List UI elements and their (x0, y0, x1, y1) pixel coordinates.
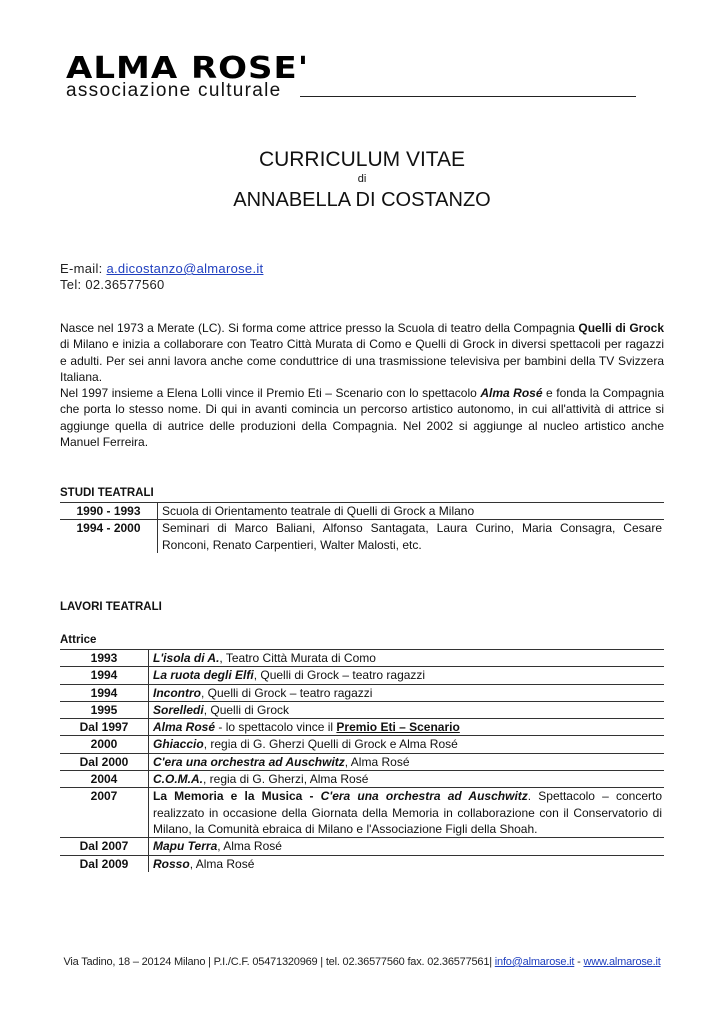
bio-bold-italic: Alma Rosé (480, 386, 543, 401)
lavoro-rest: , regia di G. Gherzi, Alma Rosé (203, 772, 369, 787)
table-row (60, 684, 664, 701)
section-studi-heading: STUDI TEATRALI (60, 487, 154, 499)
title-di: di (357, 173, 367, 185)
studi-text: Scuola di Orientamento teatrale di Quelli di Grock a Milano (158, 503, 665, 520)
lavoro-title: Alma Rosé (153, 720, 216, 735)
lavoro-title: C'era una orchestra ad Auschwitz (153, 754, 345, 769)
studi-year: 1994 - 2000 (76, 521, 141, 536)
table-row (60, 855, 664, 872)
header-rule (300, 96, 636, 97)
logo-wordmark: ALMA ROSE' (66, 50, 310, 87)
lavoro-desc (149, 719, 665, 736)
lavoro-rest: , Quelli di Grock – teatro ragazzi (201, 685, 373, 700)
lavori-table (60, 649, 664, 872)
lavoro-title: Sorelledi (153, 702, 204, 717)
lavoro-desc (149, 736, 665, 753)
footer-email-link[interactable]: info@almarose.it (494, 956, 575, 968)
footer-separator: - (574, 956, 584, 968)
lavoro-year: 2004 (60, 771, 149, 788)
table-row (60, 838, 664, 855)
table-row (60, 736, 664, 753)
lavoro-rest: , Alma Rosé (189, 856, 255, 871)
lavoro-desc (149, 855, 665, 872)
studi-text: Seminari di Marco Baliani, Alfonso Santagata, Laura Curino, Maria Consagra, Cesare Ronconi, Renato Carpentieri, Walter Malosti, etc. (158, 520, 665, 553)
lavoro-rest: , Teatro Città Murata di Como (219, 651, 376, 665)
lavoro-rest: - lo spettacolo vince il (215, 720, 337, 735)
lavoro-rest: , Alma Rosé (217, 839, 282, 854)
lavoro-rest: . Spettacolo – concerto realizzato in occasione della Giornata della Memoria in collaborazione con il Conservatorio di Milano, la Comunità ebraica di Milano e l'Associazione Figli della Shoah. (153, 789, 663, 836)
lavoro-title: Mapu Terra (153, 839, 218, 854)
lavoro-year: 1995 (60, 701, 149, 718)
lavoro-title: Incontro (153, 685, 201, 700)
bio-text: Nasce nel 1973 a Merate (LC). Si forma come attrice presso la Scuola di teatro della Compagnia (60, 321, 579, 335)
logo (66, 52, 646, 102)
tel-value: 02.36577560 (85, 277, 165, 292)
table-row (60, 788, 664, 838)
lavoro-title: Ghiaccio (153, 737, 204, 752)
title-block (0, 148, 724, 212)
logo-subtitle: associazione culturale (66, 80, 282, 101)
lavoro-award: Premio Eti – Scenario (336, 720, 460, 735)
bio-text: Nel 1997 insieme a Elena Lolli vince il Premio Eti – Scenario con lo spettacolo (60, 386, 481, 401)
lavoro-year: Dal 1997 (60, 719, 149, 736)
lavoro-year: 1994 (60, 684, 149, 701)
footer (0, 956, 724, 968)
person-name: ANNABELLA DI COSTANZO (233, 189, 491, 211)
lavoro-desc (149, 650, 665, 667)
studi-year: 1990 - 1993 (60, 503, 158, 520)
studi-table (60, 502, 664, 553)
lavoro-desc (149, 701, 665, 718)
lavoro-rest: , Alma Rosé (344, 754, 410, 769)
lavoro-year: 1993 (60, 650, 149, 667)
bio-text: e fonda la Compagnia che porta lo stesso nome. Di qui in avanti comincia un percorso artistico autonomo, in cui all'attività di attrice si aggiunge quella di autrice delle produzioni della Compagnia. Nel 2002 si aggiunge al nucleo artistico anche Manuel Ferreira. (60, 386, 665, 450)
bio-bold: Quelli di Grock (578, 321, 664, 335)
lavoro-rest: , regia di G. Gherzi Quelli di Grock e Alma Rosé (203, 737, 458, 752)
bio-paragraph-1 (60, 320, 664, 385)
bio-paragraph-2 (60, 385, 664, 450)
lavoro-title: Rosso (153, 856, 190, 871)
contact-block (60, 261, 263, 293)
tel-line (60, 277, 263, 293)
table-row (60, 650, 664, 667)
lavoro-desc (149, 788, 665, 838)
page-title: CURRICULUM VITAE (258, 148, 466, 171)
section-lavori-heading: LAVORI TEATRALI (60, 601, 162, 613)
lavoro-year: Dal 2007 (60, 838, 149, 855)
lavoro-title: L'isola di A. (153, 651, 220, 665)
table-row (60, 520, 664, 553)
table-row (60, 503, 664, 520)
lavoro-desc (149, 684, 665, 701)
table-row (60, 719, 664, 736)
lavoro-rest: , Quelli di Grock – teatro ragazzi (253, 668, 426, 683)
email-link[interactable]: a.dicostanzo@almarose.it (106, 261, 264, 276)
lavoro-year: 2007 (60, 788, 149, 838)
table-row (60, 753, 664, 770)
lavoro-desc (149, 838, 665, 855)
lavoro-year: 1994 (60, 667, 149, 684)
table-row (60, 701, 664, 718)
biography (60, 320, 664, 450)
table-row (60, 771, 664, 788)
lavoro-title: C.O.M.A. (153, 772, 203, 787)
footer-address: Via Tadino, 18 – 20124 Milano | P.I./C.F. 05471320969 | tel. 02.36577560 fax. 02.36577561| (63, 956, 495, 968)
lavoro-title: C'era una orchestra ad Auschwitz (320, 789, 528, 804)
lavori-subheading: Attrice (60, 634, 97, 646)
lavoro-title: La ruota degli Elfi (153, 668, 254, 683)
bio-text: di Milano e inizia a collaborare con Teatro Città Murata di Como e Quelli di Grock in diversi spettacoli per ragazzi e adulti. Per sei anni lavora anche come conduttrice di una trasmissione televisiva per bambini della TV Svizzera Italiana. (60, 337, 664, 384)
lavoro-year: Dal 2000 (60, 753, 149, 770)
tel-label: Tel: (60, 277, 82, 292)
footer-website-link[interactable]: www.almarose.it (583, 956, 661, 968)
lavoro-year: Dal 2009 (79, 856, 129, 871)
lavoro-desc (149, 771, 665, 788)
lavoro-title-plain: La Memoria e la Musica - (153, 789, 321, 804)
lavoro-desc (149, 753, 665, 770)
lavoro-rest: , Quelli di Grock (203, 702, 290, 717)
lavoro-desc (149, 667, 665, 684)
email-label: E-mail: (60, 261, 103, 276)
lavoro-year: 2000 (60, 736, 149, 753)
table-row (60, 667, 664, 684)
email-line (60, 261, 263, 277)
